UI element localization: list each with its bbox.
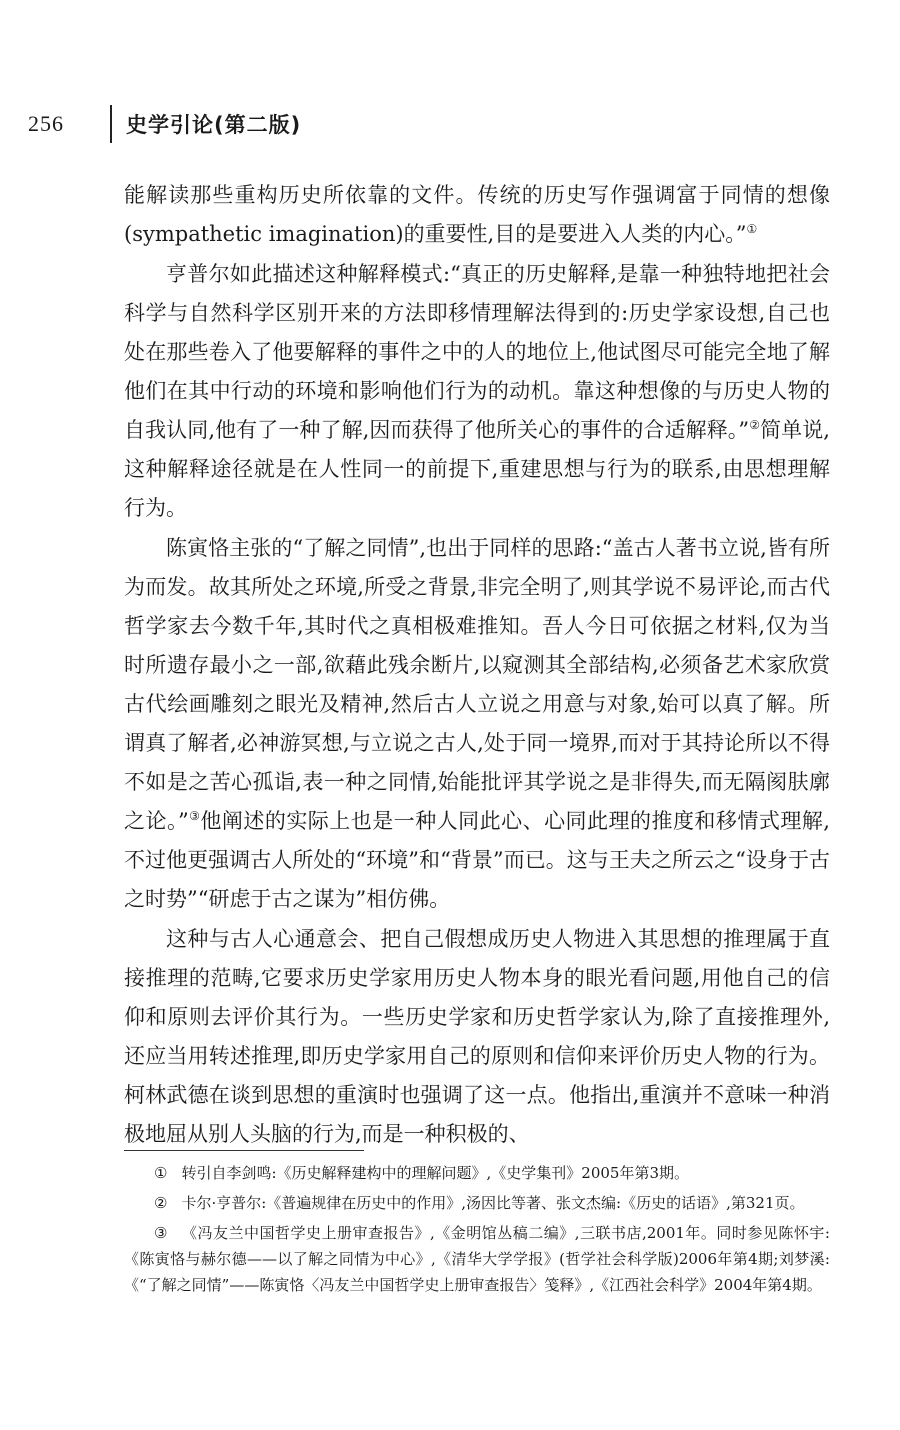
footnote-1-mark: ① — [154, 1164, 168, 1182]
footnote-2-mark: ② — [154, 1194, 168, 1212]
paragraph-1 — [124, 176, 830, 254]
footnote-3 — [124, 1220, 830, 1298]
main-text — [124, 176, 830, 1155]
paragraph-3-text-b: 他阐述的实际上也是一种人同此心、心同此理的推度和移情式理解,不过他更强调古人所处的“环境”和“背景”而已。这与王夫之所云之“设身于古之时势”“研虑于古之谋为”相仿佛。 — [124, 809, 830, 911]
footnotes — [124, 1160, 830, 1302]
paragraph-4 — [124, 920, 830, 1154]
paragraph-2-text-a: 亨普尔如此描述这种解释模式:“真正的历史解释,是靠一种独特地把社会科学与自然科学区别开来的方法即移情理解法得到的:历史学家设想,自己也处在那些卷入了他要解释的事件之中的人的地位上,他试图尽可能完全地了解他们在其中行动的环境和影响他们行为的动机。靠这种想像的与历史人物的自我认同,他有了一种了解,因而获得了他所关心的事件的合适解释。” — [124, 262, 830, 442]
paragraph-2-text-b: 简单说,这种解释途径就是在人性同一的前提下,重建思想与行为的联系,由思想理解行为。 — [124, 418, 830, 520]
page-number: 256 — [28, 111, 64, 136]
paragraph-2 — [124, 255, 830, 528]
footnote-2-text: 卡尔·亨普尔:《普遍规律在历史中的作用》,汤因比等著、张文杰编:《历史的话语》,第321页。 — [181, 1194, 805, 1212]
paragraph-4-text: 这种与古人心通意会、把自己假想成历史人物进入其思想的推理属于直接推理的范畴,它要求历史学家用历史人物本身的眼光看问题,用他自己的信仰和原则去评价其行为。一些历史学家和历史哲学家认为,除了直接推理外,还应当用转述推理,即历史学家用自己的原则和信仰来评价历史人物的行为。柯林武德在谈到思想的重演时也强调了这一点。他指出,重演并不意味一种消极地屈从别人头脑的行为,而是一种积极的、 — [124, 927, 830, 1146]
footnote-ref-2: ② — [749, 418, 761, 432]
paragraph-3-text-a: 陈寅恪主张的“了解之同情”,也出于同样的思路:“盖古人著书立说,皆有所为而发。故其所处之环境,所受之背景,非完全明了,则其学说不易评论,而古代哲学家去今数千年,其时代之真相极难推知。吾人今日可依据之材料,仅为当时所遗存最小之一部,欲藉此残余断片,以窥测其全部结构,必须备艺术家欣赏古代绘画雕刻之眼光及精神,然后古人立说之用意与对象,始可以真了解。所谓真了解者,必神游冥想,与立说之古人,处于同一境界,而对于其持论所以不得不如是之苦心孤诣,表一种之同情,始能批评其学说之是非得失,而无隔阂肤廓之论。” — [124, 536, 830, 833]
page-header — [28, 104, 301, 144]
footnote-1 — [124, 1160, 830, 1186]
footnote-3-text: 《冯友兰中国哲学史上册审查报告》,《金明馆丛稿二编》,三联书店,2001年。同时参见陈怀宇:《陈寅恪与赫尔德——以了解之同情为中心》,《清华大学学报》(哲学社会科学版)2006年第4期;刘梦溪:《“了解之同情”——陈寅恪〈冯友兰中国哲学史上册审查报告〉笺释》,《江西社会科学》2004年第4期。 — [124, 1224, 830, 1294]
footnote-ref-3: ③ — [188, 809, 201, 823]
header-divider — [110, 105, 112, 143]
footnote-3-mark: ③ — [154, 1224, 168, 1242]
running-title: 史学引论(第二版) — [126, 113, 302, 137]
paragraph-1-text: 能解读那些重构历史所依靠的文件。传统的历史写作强调富于同情的想像(sympathetic imagination)的重要性,目的是要进入人类的内心。” — [124, 183, 830, 246]
footnote-divider — [124, 1150, 364, 1151]
footnote-ref-1: ① — [746, 222, 758, 236]
footnote-1-text: 转引自李剑鸣:《历史解释建构中的理解问题》,《史学集刊》2005年第3期。 — [181, 1164, 689, 1182]
paragraph-3 — [124, 529, 830, 919]
footnote-2 — [124, 1190, 830, 1216]
